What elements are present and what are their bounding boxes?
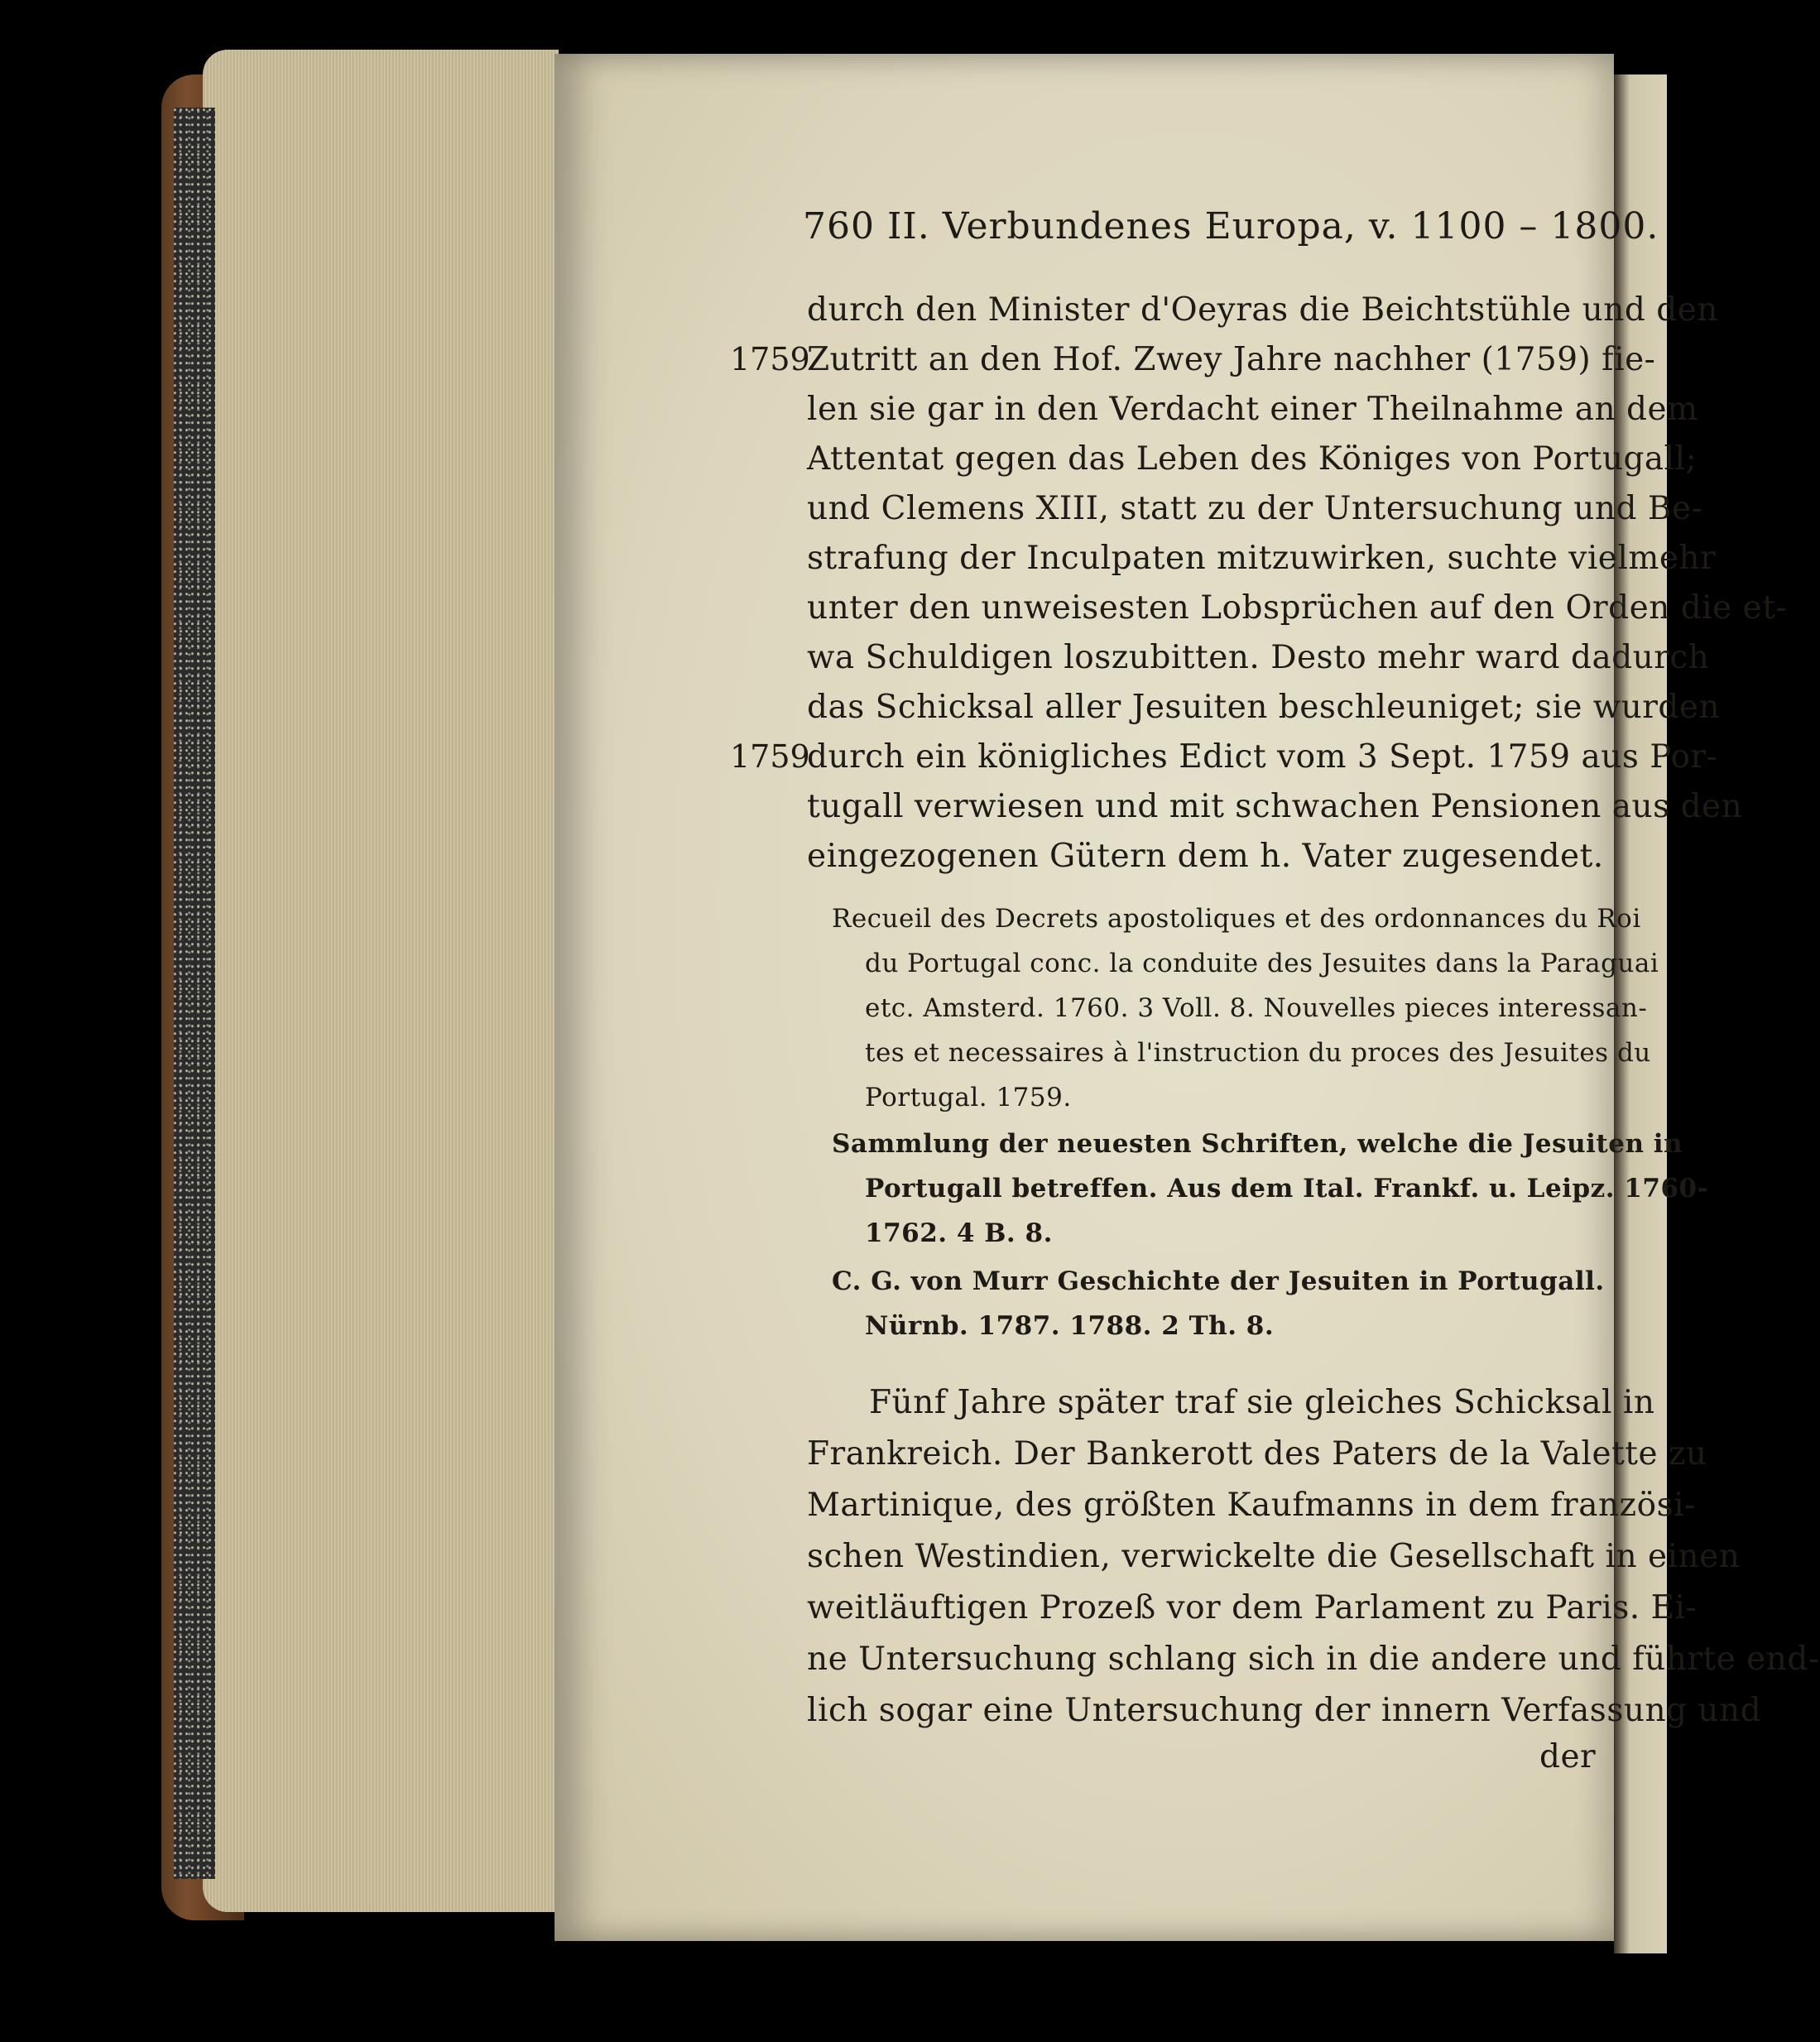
reference-line: Portugall betreffen. Aus dem Ital. Frankf. u. Leipz. 1760- [865,1174,1708,1204]
text-line: eingezogenen Gütern dem h. Vater zugesendet. [807,838,1604,875]
text-line: das Schicksal aller Jesuiten beschleuniget; sie wurden [807,689,1721,726]
text-line: lich sogar eine Untersuchung der innern Verfassung und [807,1692,1762,1729]
reference-line: Portugal. 1759. [865,1083,1072,1112]
text-line: Frankreich. Der Bankerott des Paters de la Valette zu [807,1435,1707,1473]
running-head: 760 II. Verbundenes Europa, v. 1100 – 1800. [803,205,1659,247]
margin-year: 1759 [730,341,810,377]
text-line: wa Schuldigen loszubitten. Desto mehr ward dadurch [807,639,1710,676]
text-line: schen Westindien, verwickelte die Gesellschaft in einen [807,1538,1741,1575]
reference-line: Recueil des Decrets apostoliques et des ordonnances du Roi [832,904,1641,934]
page-edges [203,50,559,1912]
text-line: tugall verwiesen und mit schwachen Pensionen aus den [807,788,1743,825]
text-line: len sie gar in den Verdacht einer Theilnahme an dem [807,391,1698,428]
text-line: weitläuftigen Prozeß vor dem Parlament zu Paris. Ei- [807,1589,1698,1626]
text-line: durch den Minister d'Oeyras die Beichtstühle und den [807,291,1718,329]
text-line: Attentat gegen das Leben des Königes von Portugall; [807,440,1698,478]
text-line: unter den unweisesten Lobsprüchen auf den Orden die et- [807,589,1788,627]
reference-line: C. G. von Murr Geschichte der Jesuiten in Portugall. [832,1266,1605,1296]
reference-line: Sammlung der neuesten Schriften, welche die Jesuiten in [832,1129,1683,1159]
reference-line: 1762. 4 B. 8. [865,1218,1053,1248]
catchword: der [1539,1738,1597,1775]
marbled-cover [174,108,215,1879]
text-line: durch ein königliches Edict vom 3 Sept. 1759 aus Por- [807,738,1718,776]
text-line: und Clemens XIII, statt zu der Untersuchung und Be- [807,490,1703,527]
text-line: strafung der Inculpaten mitzuwirken, suchte vielmehr [807,540,1717,577]
margin-year: 1759 [730,738,810,775]
reference-line: tes et necessaires à l'instruction du proces des Jesuites du [865,1038,1651,1068]
reference-line: Nürnb. 1787. 1788. 2 Th. 8. [865,1311,1275,1341]
reference-line: etc. Amsterd. 1760. 3 Voll. 8. Nouvelles pieces interessan- [865,993,1648,1023]
text-line: Martinique, des größten Kaufmanns in dem französi- [807,1487,1696,1524]
text-line: ne Untersuchung schlang sich in die andere und führte end- [807,1641,1820,1678]
text-line: Fünf Jahre später traf sie gleiches Schicksal in [869,1384,1655,1421]
text-line: Zutritt an den Hof. Zwey Jahre nachher (1759) fie- [807,341,1656,378]
reference-line: du Portugal conc. la conduite des Jesuites dans la Paraguai [865,949,1659,978]
